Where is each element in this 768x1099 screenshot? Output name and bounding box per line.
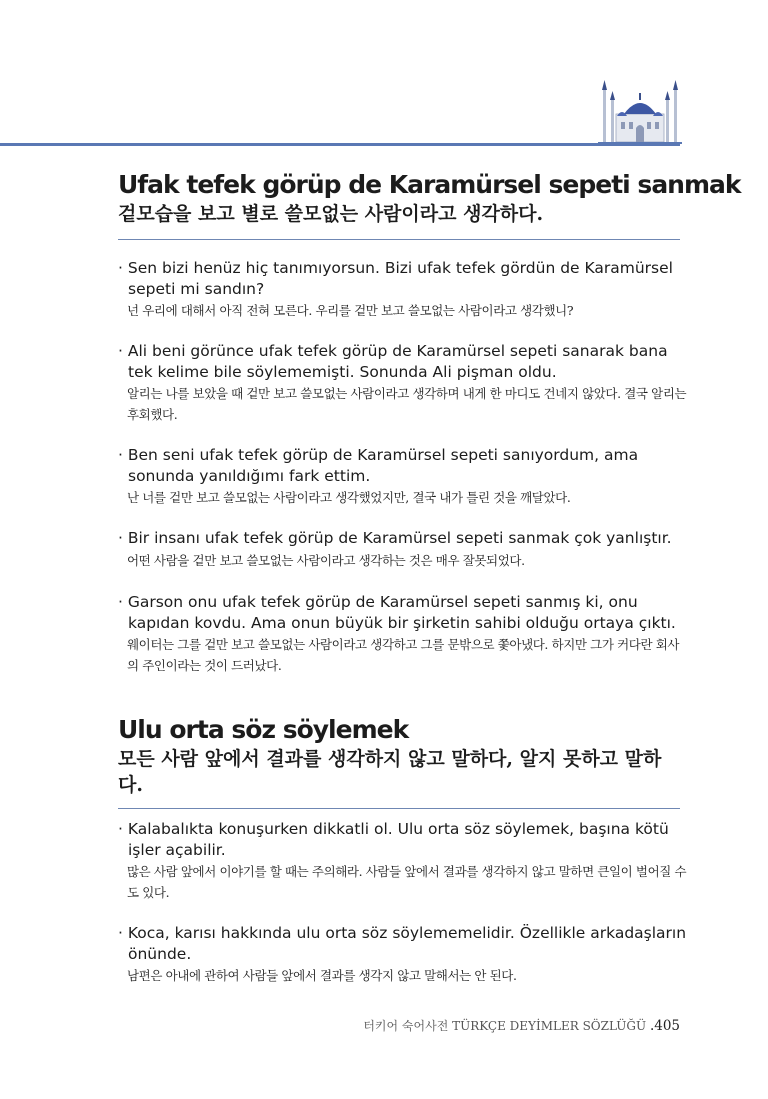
example-korean: 남편은 아내에 관하여 사람들 앞에서 결과를 생각지 않고 말해서는 안 된다.: [127, 968, 517, 983]
page-footer: [363, 1017, 680, 1034]
example-korean: 난 너를 겉만 보고 쓸모없는 사람이라고 생각했었지만, 결국 내가 틀린 것을 깨달았다.: [127, 490, 571, 505]
entry-divider: [118, 239, 680, 240]
footer-label: 터키어 숙어사전 TÜRKÇE DEYİMLER SÖZLÜĞÜ: [363, 1019, 647, 1033]
example-item: [118, 592, 688, 676]
example-turkish: · Sen bizi henüz hiç tanımıyorsun. Bizi ufak tefek gördün de Karamürsel sepeti mi sandın?: [118, 259, 673, 298]
example-turkish: · Kalabalıkta konuşurken dikkatli ol. Ulu orta söz söylemek, başına kötü işler açabilir.: [118, 820, 669, 859]
page-number: .405: [649, 1018, 680, 1034]
example-turkish: · Koca, karısı hakkında ulu orta söz söylememelidir. Özellikle arkadaşların önünde.: [118, 924, 687, 963]
example-korean: 어떤 사람을 겉만 보고 쓸모없는 사람이라고 생각하는 것은 매우 잘못되었다.: [127, 552, 525, 568]
entry-meaning: 겉모습을 보고 별로 쓸모없는 사람이라고 생각하다.: [118, 203, 544, 225]
example-item: [118, 445, 688, 508]
example-turkish: · Bir insanı ufak tefek görüp de Karamürsel sepeti sanmak çok yanlıştır.: [118, 529, 672, 547]
example-turkish: · Ben seni ufak tefek görüp de Karamürsel sepeti sanıyordum, ama sonunda yanıldığımı fark ettim.: [118, 446, 639, 485]
entry-title: Ulu orta söz söylemek: [118, 715, 409, 744]
example-item: [118, 341, 688, 425]
header-rule: [0, 143, 680, 146]
mosque-icon: [598, 78, 682, 144]
entry-divider: [118, 808, 680, 809]
example-korean: 넌 우리에 대해서 아직 전혀 모른다. 우리를 겉만 보고 쓸모없는 사람이라고 생각했니?: [127, 303, 574, 318]
example-korean: 알리는 나를 보았을 때 겉만 보고 쓸모없는 사람이라고 생각하며 내게 한 마디도 건네지 않았다. 결국 알리는 후회했다.: [127, 386, 687, 422]
example-korean: 많은 사람 앞에서 이야기를 할 때는 주의해라. 사람들 앞에서 결과를 생각하지 않고 말하면 큰일이 벌어질 수도 있다.: [127, 864, 687, 900]
example-turkish: · Garson onu ufak tefek görüp de Karamürsel sepeti sanmış ki, onu kapıdan kovdu. Ama onun büyük bir şirketin sahibi olduğu ortaya çıktı.: [118, 593, 676, 632]
example-item: [118, 528, 688, 571]
example-item: [118, 819, 688, 903]
example-korean: 웨이터는 그를 겉만 보고 쓸모없는 사람이라고 생각하고 그를 문밖으로 쫓아냈다. 하지만 그가 커다란 회사의 주인이라는 것이 드러났다.: [127, 637, 680, 673]
entry-meaning: 모든 사람 앞에서 결과를 생각하지 않고 말하다, 알지 못하고 말하다.: [118, 748, 662, 796]
example-turkish: · Ali beni görünce ufak tefek görüp de Karamürsel sepeti sanarak bana tek kelime bile söylememişti. Sonunda Ali pişman oldu.: [118, 342, 668, 381]
example-item: [118, 923, 688, 986]
entry-title: Ufak tefek görüp de Karamürsel sepeti sanmak: [118, 170, 741, 199]
example-item: [118, 258, 688, 321]
